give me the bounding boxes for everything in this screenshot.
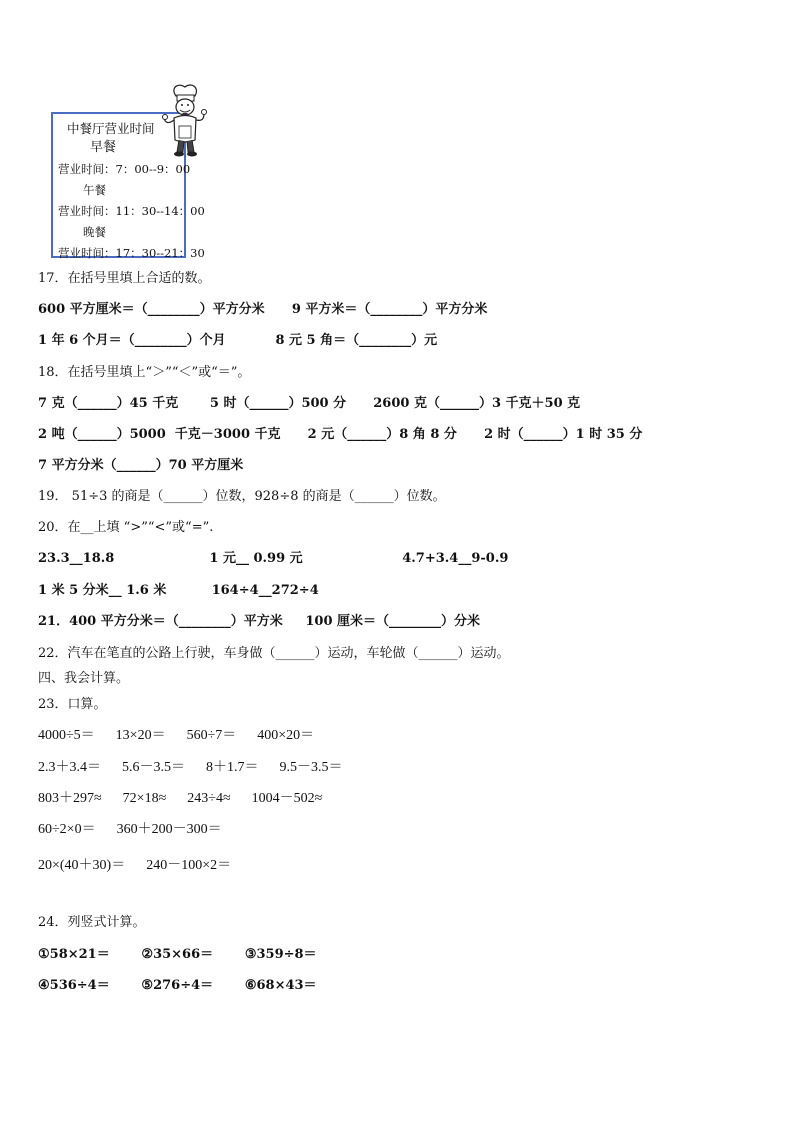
section-4-heading: 四、我会计算。 — [38, 671, 130, 686]
dinner-time: 营业时间：17：30--21：30 — [58, 246, 205, 260]
q24-row-2: ④536÷4＝ ⑤276÷4＝ ⑥68×43＝ — [38, 978, 317, 993]
breakfast-time: 营业时间：7：00--9：00 — [58, 162, 191, 176]
q20-row-2: 1 米 5 分米__ 1.6 米 164÷4__272÷4 — [38, 583, 319, 598]
q18-row-2: 2 吨（______）5000 千克－3000 千克 2 元（______）8 角 8 分 2 时（______）1 时 35 分 — [38, 427, 643, 442]
q18-row-3: 7 平方分米（______）70 平方厘米 — [38, 458, 244, 473]
q23-row-1: 4000÷5＝ 13×20＝ 560÷7＝ 400×20＝ — [38, 728, 315, 743]
q19: 19． 51÷3 的商是（______）位数，928÷8 的商是（______）位数。 — [38, 489, 446, 504]
q17-row-1: 600 平方厘米＝（________）平方分米 9 平方米＝（________）平方分米 — [38, 302, 488, 317]
q20-heading: 20．在__上填 “>”“<”或“=”. — [38, 520, 214, 535]
q17-row-2: 1 年 6 个月＝（________）个月 8 元 5 角＝（________）元 — [38, 333, 438, 348]
q21: 21．400 平方分米＝（________）平方米 100 厘米＝（________）分米 — [38, 614, 481, 629]
q23-row-5: 20×(40＋30)＝ 240－100×2＝ — [38, 858, 232, 873]
q18-heading: 18．在括号里填上“＞”“＜”或“＝”。 — [38, 365, 251, 380]
q22: 22．汽车在笔直的公路上行驶，车身做（______）运动，车轮做（______）运动。 — [38, 646, 510, 661]
q24-heading: 24．列竖式计算。 — [38, 915, 146, 930]
q17-heading: 17．在括号里填上合适的数。 — [38, 271, 211, 286]
lunch-time: 营业时间：11：30--14：00 — [58, 204, 205, 218]
hours-title: 中餐厅营业时间 — [67, 121, 155, 136]
q18-row-1: 7 克（______）45 千克 5 时（______）500 分 2600 克（______）3 千克＋50 克 — [38, 396, 581, 411]
q23-row-3: 803＋297≈ 72×18≈ 243÷4≈ 1004－502≈ — [38, 791, 323, 806]
chef-icon — [162, 82, 208, 160]
q20-row-1: 23.3__18.8 1 元__ 0.99 元 4.7+3.4__9-0.9 — [38, 551, 509, 566]
q23-row-4: 60÷2×0＝ 360＋200－300＝ — [38, 822, 222, 837]
breakfast-label: 早餐 — [90, 140, 117, 155]
q24-row-1: ①58×21＝ ②35×66＝ ③359÷8＝ — [38, 947, 317, 962]
q23-row-2: 2.3＋3.4＝ 5.6－3.5＝ 8＋1.7＝ 9.5－3.5＝ — [38, 760, 343, 775]
dinner-label: 晚餐 — [83, 225, 106, 239]
q23-heading: 23．口算。 — [38, 697, 107, 712]
lunch-label: 午餐 — [83, 183, 106, 197]
